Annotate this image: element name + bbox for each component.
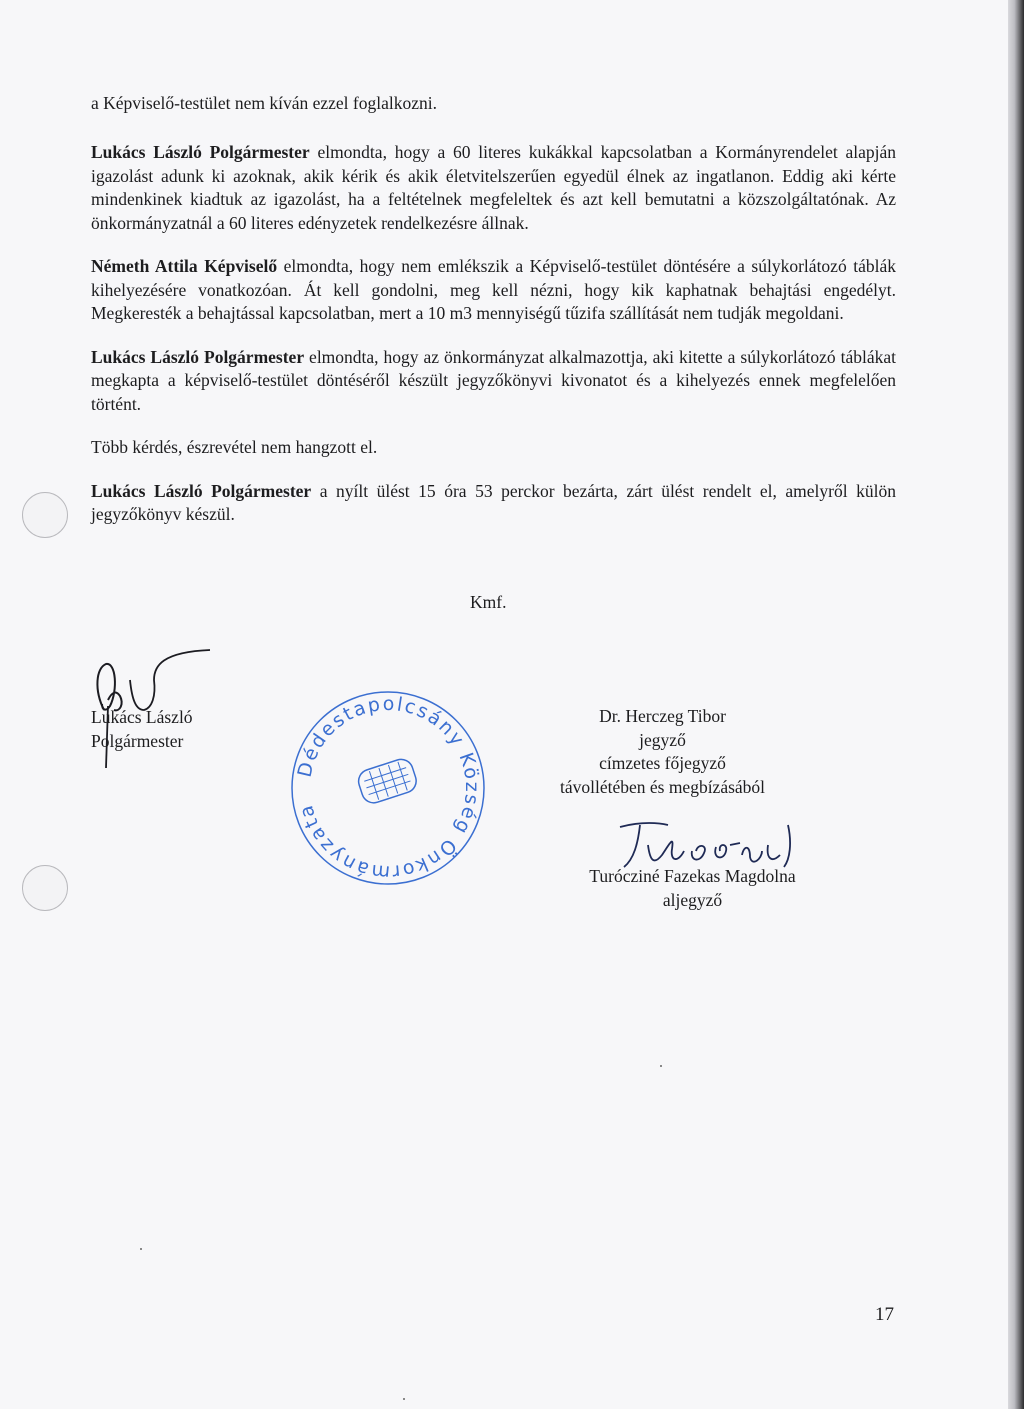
scan-edge	[1008, 0, 1024, 1409]
speaker-name: Lukács László Polgármester	[91, 480, 312, 501]
punch-hole-bottom	[22, 865, 68, 911]
paragraph-text: elmondta, hogy nem emlékszik a Képviselő-testület döntésére a súlykorlátozó táblák kihelyezésére vonatkozóan. Át kell gondolni, meg kell nézni, hogy kik kaphatnak behajtási engedélyt. Megkeresték a behajtással kapcsolatban, mert a 10 m3 mennyiségű tűzifa szállítását nem tudják megoldani.	[91, 256, 896, 323]
paragraph-2	[91, 255, 896, 326]
intro-line: a Képviselő-testület nem kíván ezzel foglalkozni.	[91, 93, 437, 113]
signatory-right-2	[540, 865, 845, 912]
scan-speck	[140, 1248, 142, 1250]
paragraph-text: a nyílt ülést 15 óra 53 perckor bezárta, zárt ülést rendelt el, amelyről külön jegyzőkönyv készül.	[91, 480, 896, 524]
signatory-right	[540, 705, 785, 799]
paragraph-4	[91, 436, 896, 460]
signatory-left-title: Polgármester	[91, 731, 184, 751]
paragraph-1	[91, 141, 896, 235]
signatory-right2-title: aljegyző	[662, 889, 723, 910]
speaker-name: Németh Attila Képviselő	[91, 256, 278, 276]
speaker-name: Lukács László Polgármester	[91, 142, 310, 162]
signatory-right-line2: jegyző	[639, 729, 686, 750]
speaker-name: Lukács László Polgármester	[91, 346, 305, 367]
stamp-text: Dédestapolcsány Község Önkormányzata	[293, 692, 484, 884]
signatory-left-name: Lukács László	[91, 707, 193, 727]
coat-of-arms-icon	[355, 756, 419, 806]
signatory-right-line3: címzetes főjegyző	[599, 753, 726, 773]
minutes-body	[91, 141, 896, 547]
paragraph-text: Több kérdés, észrevétel nem hangzott el.	[91, 437, 378, 457]
official-stamp	[288, 688, 488, 888]
paragraph-text: elmondta, hogy az önkormányzat alkalmazottja, aki kitette a súlykorlátozó táblákat megkapta a képviselő-testület döntéséről készült jegyzőkönyvi kivonatot és a kihelyezés ennek megfelelően történt.	[91, 346, 896, 414]
paragraph-5	[91, 480, 896, 527]
paragraph-text: elmondta, hogy a 60 literes kukákkal kapcsolatban a Kormányrendelet alapján igazolást adunk ki azoknak, akik kérik és akik életvitelszerűen egyedül élnek az ingatlanon. Eddig aki kérte mindenkinek kiadtuk az igazolást, ha a feltételnek megfeleltek és azt kell bemutatni a közszolgáltatónak. Az önkormányzatnál a 60 literes edényzetek rendelkezésre állnak.	[91, 142, 897, 233]
signatory-right2-name: Turócziné Fazekas Magdolna	[589, 866, 796, 886]
kmf-label: Kmf.	[470, 592, 507, 612]
signatory-left	[91, 705, 193, 753]
paragraph-3	[91, 346, 896, 417]
page-number: 17	[875, 1304, 894, 1325]
scan-speck	[403, 1398, 405, 1400]
scan-speck	[660, 1065, 662, 1067]
punch-hole-top	[22, 492, 68, 538]
signatory-right-name: Dr. Herczeg Tibor	[599, 706, 726, 726]
signatory-right-line4: távollétében és megbízásából	[559, 776, 766, 797]
